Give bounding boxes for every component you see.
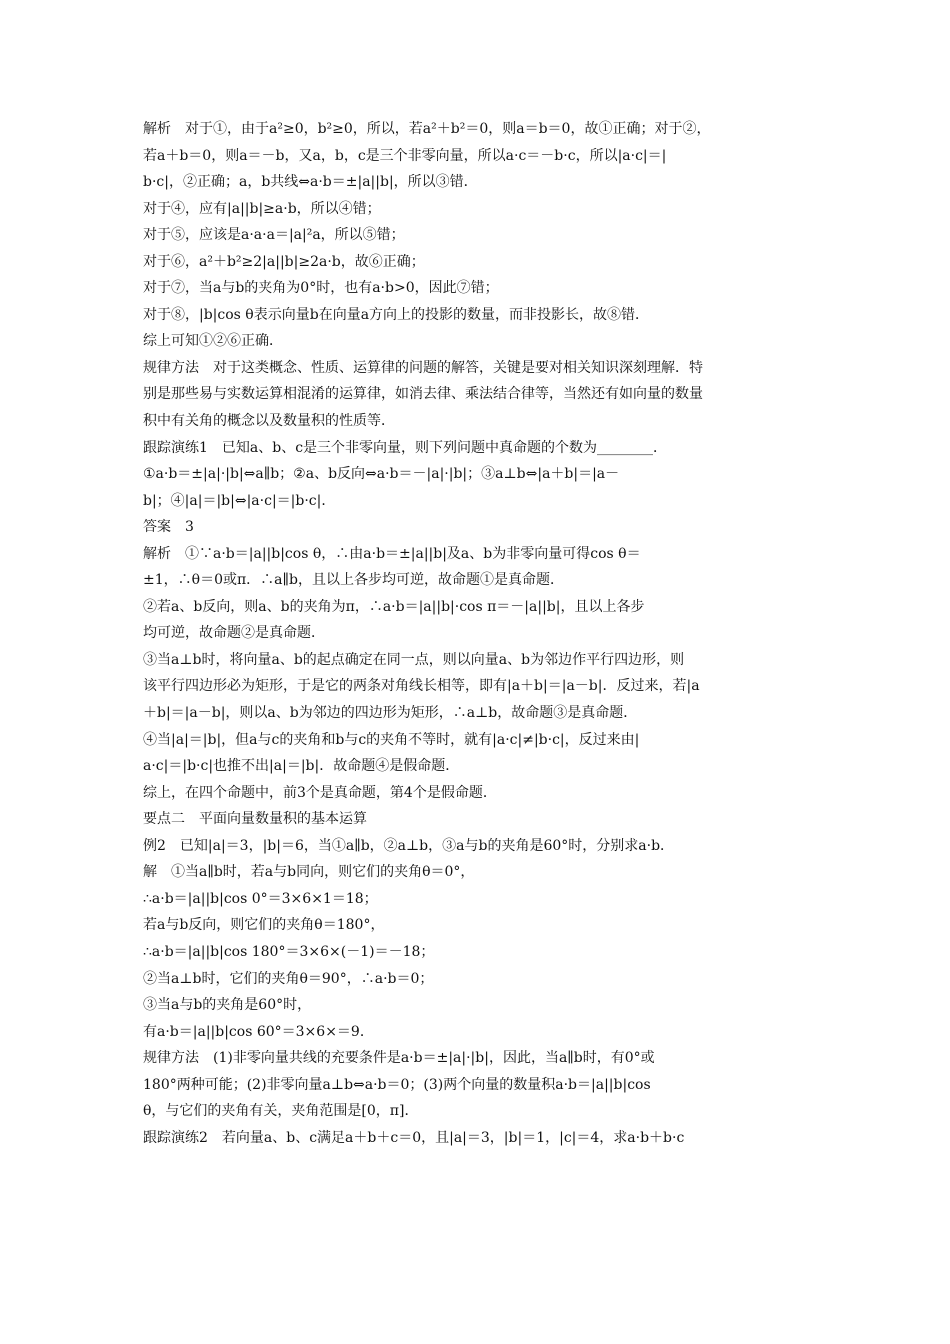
text-line: 该平行四边形必为矩形，于是它的两条对角线长相等，即有|a＋b|＝|a－b|．反过来，若|a <box>143 678 700 695</box>
text-line: ③当a与b的夹角是60°时， <box>143 997 312 1014</box>
text-line: 积中有关角的概念以及数量积的性质等． <box>143 413 395 430</box>
text-line: a·c|＝|b·c|也推不出|a|＝|b|．故命题④是假命题． <box>143 758 460 775</box>
text-line: 规律方法 (1)非零向量共线的充要条件是a·b＝±|a|·|b|，因此，当a∥b时，有0°或 <box>143 1050 655 1067</box>
text-line: 若a与b反向，则它们的夹角θ＝180°， <box>143 917 385 934</box>
text-line: 综上，在四个命题中，前3个是真命题，第4个是假命题． <box>143 784 497 801</box>
text-line: 综上可知①②⑥正确． <box>143 333 283 350</box>
text-line: 解 ①当a∥b时，若a与b同向，则它们的夹角θ＝0°， <box>143 864 475 881</box>
text-line: ＋b|＝|a－b|，则以a、b为邻边的四边形为矩形，∴a⊥b，故命题③是真命题． <box>143 705 638 722</box>
text-line: 跟踪演练2 若向量a、b、c满足a＋b＋c＝0，且|a|＝3，|b|＝1，|c|＝4，求a·b＋b·c <box>143 1129 685 1146</box>
text-line: ±1，∴θ＝0或π．∴a∥b，且以上各步均可逆，故命题①是真命题． <box>143 572 564 589</box>
text-line: 对于⑦，当a与b的夹角为0°时，也有a·b>0，因此⑦错； <box>143 280 499 297</box>
text-line: θ，与它们的夹角有关，夹角范围是[0，π]． <box>143 1103 419 1120</box>
text-line: 解析 ①∵a·b＝|a||b|cos θ，∴由a·b＝±|a||b|及a、b为非零向量可得cos θ＝ <box>143 545 641 562</box>
text-line: 对于⑤，应该是a·a·a＝|a|²a，所以⑤错； <box>143 227 405 244</box>
text-line: 有a·b＝|a||b|cos 60°＝3×6×＝9． <box>143 1023 374 1040</box>
text-line: 对于⑥，a²＋b²≥2|a||b|≥2a·b，故⑥正确； <box>143 253 425 270</box>
text-line: 要点二 平面向量数量积的基本运算 <box>143 811 367 828</box>
text-line: b|；④|a|＝|b|⇔|a·c|＝|b·c|． <box>143 492 336 509</box>
text-line: 若a＋b＝0，则a＝－b，又a，b，c是三个非零向量，所以a·c＝－b·c，所以|a·c|＝| <box>143 147 667 164</box>
text-line: 跟踪演练1 已知a、b、c是三个非零向量，则下列问题中真命题的个数为________． <box>143 439 668 456</box>
text-line: b·c|，②正确；a，b共线⇔a·b＝±|a||b|，所以③错． <box>143 174 478 191</box>
text-line: 180°两种可能；(2)非零向量a⊥b⇔a·b＝0；(3)两个向量的数量积a·b＝|a||b|cos <box>143 1076 651 1093</box>
text-line: 答案 3 <box>143 519 194 536</box>
text-line: ②当a⊥b时，它们的夹角θ＝90°，∴a·b＝0； <box>143 970 434 987</box>
text-line: 对于⑧，|b|cos θ表示向量b在向量a方向上的投影的数量，而非投影长，故⑧错． <box>143 306 650 323</box>
text-line: 对于④，应有|a||b|≥a·b，所以④错； <box>143 200 381 217</box>
text-line: 规律方法 对于这类概念、性质、运算律的问题的解答，关键是要对相关知识深刻理解．特 <box>143 359 703 376</box>
text-line: ③当a⊥b时，将向量a、b的起点确定在同一点，则以向量a、b为邻边作平行四边形，则 <box>143 651 685 668</box>
text-line: ∴a·b＝|a||b|cos 0°＝3×6×1＝18； <box>143 890 378 907</box>
text-line: 例2 已知|a|＝3，|b|＝6，当①a∥b，②a⊥b，③a与b的夹角是60°时，分别求a·b． <box>143 837 675 854</box>
text-line: ④当|a|＝|b|，但a与c的夹角和b与c的夹角不等时，就有|a·c|≠|b·c|，反过来由| <box>143 731 640 748</box>
document-body <box>143 116 813 1151</box>
text-line: 均可逆，故命题②是真命题． <box>143 625 325 642</box>
text-line: ①a·b＝±|a|·|b|⇔a∥b；②a、b反向⇔a·b＝－|a|·|b|；③a⊥b⇔|a＋b|＝|a－ <box>143 466 620 483</box>
text-line: 别是那些易与实数运算相混淆的运算律，如消去律、乘法结合律等，当然还有如向量的数量 <box>143 386 703 403</box>
text-line: ②若a、b反向，则a、b的夹角为π，∴a·b＝|a||b|·cos π＝－|a||b|，且以上各步 <box>143 598 645 615</box>
text-line: ∴a·b＝|a||b|cos 180°＝3×6×(－1)＝－18； <box>143 943 435 960</box>
text-line: 解析 对于①，由于a²≥0，b²≥0，所以，若a²＋b²＝0，则a＝b＝0，故①正确；对于②， <box>143 121 711 137</box>
